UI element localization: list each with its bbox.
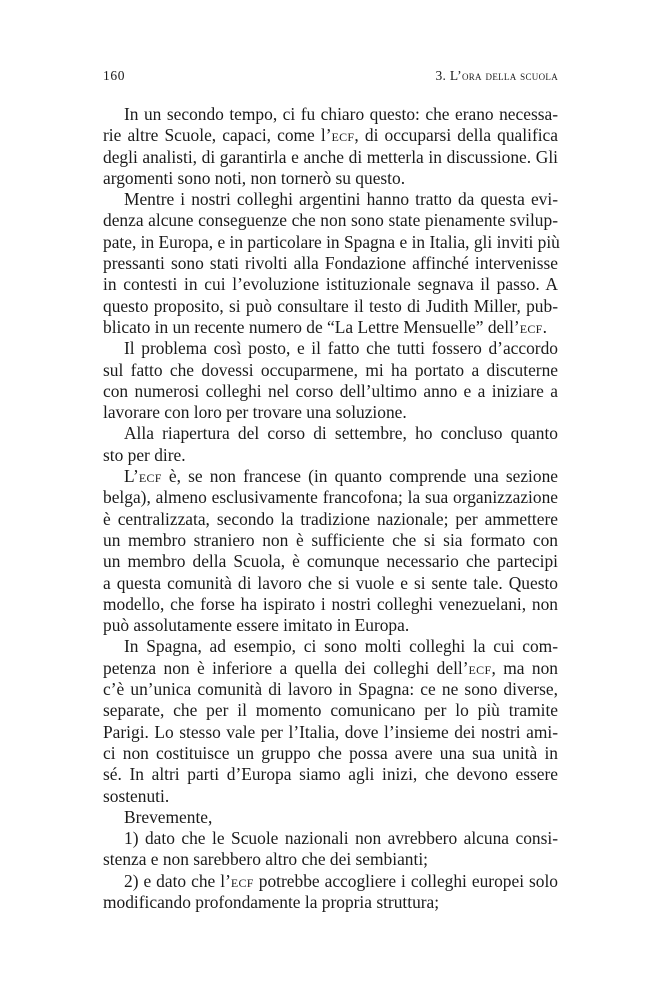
text-line: Mentre i nostri colleghi argentini hanno tratto da questa evi- bbox=[124, 189, 558, 210]
text-line: può assolutamente essere imitato in Europa. bbox=[103, 615, 410, 636]
text-line: rie altre Scuole, capaci, come l’ecf, di occuparsi della qualifica bbox=[103, 125, 558, 146]
text-line: belga), almeno esclusivamente francofona; la sua organizzazione bbox=[103, 487, 558, 508]
acronym-ecf: ecf bbox=[519, 316, 543, 337]
text-line: sto per dire. bbox=[103, 444, 186, 465]
text-line: è centralizzata, secondo la tradizione nazionale; per ammettere bbox=[103, 508, 558, 529]
text-line: con numerosi colleghi nel corso dell’ultimo anno e a iniziare a bbox=[103, 380, 558, 401]
running-head bbox=[103, 68, 558, 86]
text-line: Parigi. Lo stesso vale per l’Italia, dove l’insieme dei nostri ami- bbox=[103, 721, 558, 742]
text-line: a questa comunità di lavoro che si vuole e si sente tale. Questo bbox=[103, 572, 558, 593]
body-text bbox=[103, 104, 558, 913]
text-line: sostenuti. bbox=[103, 785, 170, 806]
chapter-title: 3. L’ora della scuola bbox=[435, 68, 558, 83]
text-line: modificando profondamente la propria struttura; bbox=[103, 891, 440, 912]
text-line: modello, che forse ha ispirato i nostri colleghi venezuelani, non bbox=[103, 593, 558, 614]
text-line: lavorare con loro per trovare una soluzione. bbox=[103, 402, 407, 423]
text-line: pate, in Europa, e in particolare in Spagna e in Italia, gli inviti più bbox=[103, 231, 560, 252]
paragraph bbox=[103, 189, 558, 338]
text-line: 1) dato che le Scuole nazionali non avrebbero alcuna consi- bbox=[124, 828, 558, 849]
paragraph bbox=[103, 338, 558, 423]
text-line: In Spagna, ad esempio, ci sono molti colleghi la cui com- bbox=[124, 636, 558, 657]
text-line: pressanti sono stati rivolti alla Fondazione affinché intervenisse bbox=[103, 253, 558, 274]
text-line: un membro della Scuola, è comunque necessario che partecipi bbox=[103, 551, 558, 572]
text-line: petenza non è inferiore a quella dei colleghi dell’ecf, ma non bbox=[103, 657, 558, 678]
text-line: separate, che per il momento comunicano per lo più tramite bbox=[103, 700, 558, 721]
paragraph bbox=[103, 828, 558, 871]
text-line: blicato in un recente numero de “La Lettre Mensuelle” dell’ecf. bbox=[103, 316, 547, 337]
paragraph bbox=[103, 104, 558, 189]
text-line: Il problema così posto, e il fatto che tutti fossero d’accordo bbox=[124, 338, 558, 359]
acronym-ecf: ecf bbox=[331, 125, 355, 146]
text-line: c’è un’unica comunità di lavoro in Spagna: ce ne sono diverse, bbox=[103, 679, 558, 700]
paragraph bbox=[103, 423, 558, 466]
paragraph bbox=[103, 807, 558, 828]
text-line: un membro straniero non è sufficiente che si sia formato con bbox=[103, 529, 558, 550]
text-line: 2) e dato che l’ecf potrebbe accogliere i colleghi europei solo bbox=[124, 870, 559, 891]
text-line: degli analisti, di garantirla e anche di metterla in discussione. Gli bbox=[103, 146, 558, 167]
acronym-ecf: ecf bbox=[468, 657, 492, 678]
text-line: ci non costituisce un gruppo che possa avere una sua unità in bbox=[103, 742, 558, 763]
paragraph bbox=[103, 871, 558, 914]
text-line: Alla riapertura del corso di settembre, ho concluso quanto bbox=[124, 423, 558, 444]
text-line: argomenti sono noti, non tornerò su questo. bbox=[103, 167, 406, 188]
page-number: 160 bbox=[103, 68, 126, 83]
text-line: stenza e non sarebbero altro che dei sembianti; bbox=[103, 849, 428, 870]
acronym-ecf: ecf bbox=[138, 466, 162, 487]
text-line: Brevemente, bbox=[124, 806, 213, 827]
text-line: L’ecf è, se non francese (in quanto comprende una sezione bbox=[124, 466, 558, 487]
acronym-ecf: ecf bbox=[230, 870, 254, 891]
text-line: denza alcune conseguenze che non sono state pienamente svilup- bbox=[103, 210, 558, 231]
text-line: In un secondo tempo, ci fu chiaro questo: che erano necessa- bbox=[124, 104, 558, 124]
text-line: sul fatto che dovessi occuparmene, mi ha portato a discuterne bbox=[103, 359, 558, 380]
text-line: in contesti in cui l’evoluzione istituzionale segnava il passo. A bbox=[103, 274, 558, 295]
paragraph bbox=[103, 466, 558, 636]
paragraph bbox=[103, 636, 558, 806]
text-line: sé. In altri parti d’Europa siamo agli inizi, che devono essere bbox=[103, 764, 558, 785]
text-line: questo proposito, si può consultare il testo di Judith Miller, pub- bbox=[103, 295, 558, 316]
